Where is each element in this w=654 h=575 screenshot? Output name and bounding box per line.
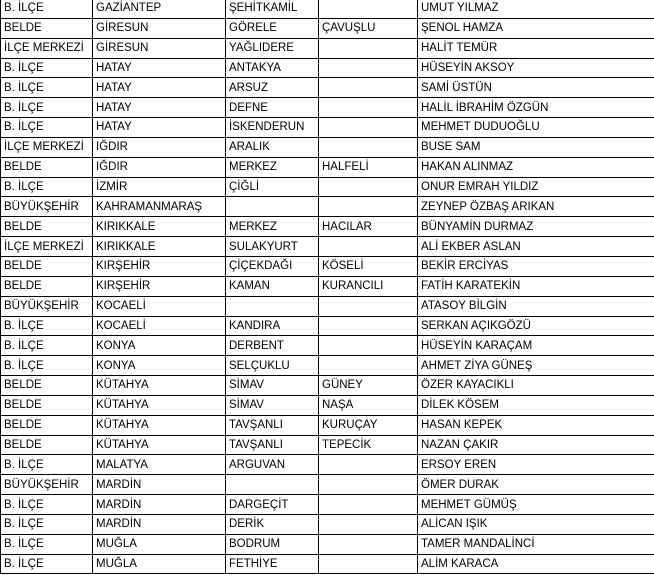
town-cell: HALFELİ xyxy=(319,157,418,177)
province-cell: KIRIKKALE xyxy=(93,237,226,257)
province-cell: KÜTAHYA xyxy=(93,415,226,435)
table-row xyxy=(1,18,654,38)
municipality-type-cell: B. İLÇE xyxy=(1,514,93,534)
table-row xyxy=(1,415,654,435)
town-cell xyxy=(319,455,418,475)
town-cell xyxy=(319,58,418,78)
district-cell: ANTAKYA xyxy=(226,58,319,78)
table-row xyxy=(1,376,654,396)
table-row xyxy=(1,58,654,78)
municipality-type-cell: B. İLÇE xyxy=(1,534,93,554)
municipality-type-cell: BELDE xyxy=(1,217,93,237)
district-cell: SULAKYURT xyxy=(226,237,319,257)
town-cell xyxy=(319,336,418,356)
table-row xyxy=(1,455,654,475)
candidate-name-cell: ÖMER DURAK xyxy=(418,475,654,495)
province-cell: MARDİN xyxy=(93,495,226,515)
province-cell: IĞDIR xyxy=(93,157,226,177)
table-row xyxy=(1,395,654,415)
town-cell xyxy=(319,0,418,18)
candidate-name-cell: FATİH KARATEKİN xyxy=(418,276,654,296)
candidate-name-cell: HÜSEYİN KARAÇAM xyxy=(418,336,654,356)
municipality-type-cell: İLÇE MERKEZİ xyxy=(1,38,93,58)
table-row xyxy=(1,435,654,455)
province-cell: KIRŞEHİR xyxy=(93,276,226,296)
district-cell: SELÇUKLU xyxy=(226,356,319,376)
candidate-name-cell: ÖZER KAYACIKLI xyxy=(418,376,654,396)
municipality-type-cell: B. İLÇE xyxy=(1,0,93,18)
table-row xyxy=(1,276,654,296)
town-cell xyxy=(319,534,418,554)
municipality-type-cell: BELDE xyxy=(1,18,93,38)
district-cell: DERİK xyxy=(226,514,319,534)
town-cell xyxy=(319,98,418,118)
district-cell: ARSUZ xyxy=(226,78,319,98)
table-row xyxy=(1,514,654,534)
town-cell: KÖSELİ xyxy=(319,256,418,276)
province-cell: MARDİN xyxy=(93,475,226,495)
province-cell: KÜTAHYA xyxy=(93,435,226,455)
province-cell: KONYA xyxy=(93,356,226,376)
province-cell: GİRESUN xyxy=(93,38,226,58)
candidate-name-cell: ALİ EKBER ASLAN xyxy=(418,237,654,257)
candidate-name-cell: AHMET ZİYA GÜNEŞ xyxy=(418,356,654,376)
town-cell: TEPECİK xyxy=(319,435,418,455)
town-cell xyxy=(319,296,418,316)
candidate-name-cell: BÜNYAMİN DURMAZ xyxy=(418,217,654,237)
town-cell: ÇAVUŞLU xyxy=(319,18,418,38)
province-cell: KONYA xyxy=(93,336,226,356)
district-cell: YAĞLIDERE xyxy=(226,38,319,58)
province-cell: HATAY xyxy=(93,98,226,118)
table-row xyxy=(1,336,654,356)
town-cell xyxy=(319,38,418,58)
district-cell: ŞEHİTKAMİL xyxy=(226,0,319,18)
municipality-type-cell: BELDE xyxy=(1,157,93,177)
district-cell: DARGEÇİT xyxy=(226,495,319,515)
province-cell: HATAY xyxy=(93,78,226,98)
municipality-type-cell: BELDE xyxy=(1,376,93,396)
province-cell: KOCAELİ xyxy=(93,316,226,336)
candidate-name-cell: ZEYNEP ÖZBAŞ ARIKAN xyxy=(418,197,654,217)
municipality-type-cell: BELDE xyxy=(1,395,93,415)
table-row xyxy=(1,98,654,118)
candidate-name-cell: SERKAN AÇIKGÖZÜ xyxy=(418,316,654,336)
province-cell: MALATYA xyxy=(93,455,226,475)
table-row xyxy=(1,38,654,58)
town-cell: HACILAR xyxy=(319,217,418,237)
candidate-name-cell: SAMİ ÜSTÜN xyxy=(418,78,654,98)
table-row xyxy=(1,256,654,276)
municipality-type-cell: B. İLÇE xyxy=(1,356,93,376)
municipality-type-cell: İLÇE MERKEZİ xyxy=(1,137,93,157)
candidate-name-cell: HASAN KEPEK xyxy=(418,415,654,435)
candidate-name-cell: NAZAN ÇAKIR xyxy=(418,435,654,455)
table-row xyxy=(1,78,654,98)
municipality-type-cell: B. İLÇE xyxy=(1,118,93,138)
candidate-name-cell: ŞENOL HAMZA xyxy=(418,18,654,38)
candidate-name-cell: ERSOY EREN xyxy=(418,455,654,475)
town-cell xyxy=(319,356,418,376)
table-row xyxy=(1,217,654,237)
municipality-type-cell: B. İLÇE xyxy=(1,316,93,336)
town-cell xyxy=(319,177,418,197)
province-cell: KIRŞEHİR xyxy=(93,256,226,276)
candidate-name-cell: DİLEK KÖSEM xyxy=(418,395,654,415)
province-cell: MUĞLA xyxy=(93,554,226,574)
town-cell xyxy=(319,118,418,138)
candidate-name-cell: MEHMET GÜMÜŞ xyxy=(418,495,654,515)
municipality-type-cell: BELDE xyxy=(1,276,93,296)
candidate-name-cell: TAMER MANDALİNCİ xyxy=(418,534,654,554)
municipality-type-cell: BÜYÜKŞEHİR xyxy=(1,197,93,217)
district-cell: ARALIK xyxy=(226,137,319,157)
district-cell xyxy=(226,197,319,217)
candidate-name-cell: BUSE SAM xyxy=(418,137,654,157)
district-cell: GÖRELE xyxy=(226,18,319,38)
table-row xyxy=(1,495,654,515)
town-cell: KURUÇAY xyxy=(319,415,418,435)
municipality-type-cell: BÜYÜKŞEHİR xyxy=(1,475,93,495)
table-body xyxy=(1,0,654,574)
town-cell xyxy=(319,197,418,217)
province-cell: IĞDIR xyxy=(93,137,226,157)
candidate-name-cell: BEKİR ERCİYAS xyxy=(418,256,654,276)
candidate-name-cell: HAKAN ALINMAZ xyxy=(418,157,654,177)
municipality-type-cell: B. İLÇE xyxy=(1,554,93,574)
table-row xyxy=(1,475,654,495)
district-cell: FETHİYE xyxy=(226,554,319,574)
municipality-type-cell: B. İLÇE xyxy=(1,495,93,515)
district-cell: DEFNE xyxy=(226,98,319,118)
table-row xyxy=(1,237,654,257)
town-cell: GÜNEY xyxy=(319,376,418,396)
table-row xyxy=(1,118,654,138)
candidate-name-cell: HALİT TEMÜR xyxy=(418,38,654,58)
municipality-type-cell: B. İLÇE xyxy=(1,78,93,98)
candidate-name-cell: MEHMET DUDUOĞLU xyxy=(418,118,654,138)
municipality-type-cell: B. İLÇE xyxy=(1,455,93,475)
province-cell: İZMİR xyxy=(93,177,226,197)
province-cell: KÜTAHYA xyxy=(93,395,226,415)
town-cell xyxy=(319,316,418,336)
table-row xyxy=(1,177,654,197)
table-row xyxy=(1,0,654,18)
district-cell: SİMAV xyxy=(226,376,319,396)
candidate-name-cell: HÜSEYİN AKSOY xyxy=(418,58,654,78)
province-cell: KOCAELİ xyxy=(93,296,226,316)
province-cell: KIRIKKALE xyxy=(93,217,226,237)
candidate-name-cell: ATASOY BİLGİN xyxy=(418,296,654,316)
district-cell: ÇİÇEKDAĞI xyxy=(226,256,319,276)
district-cell: ÇİĞLİ xyxy=(226,177,319,197)
town-cell xyxy=(319,237,418,257)
province-cell: GAZİANTEP xyxy=(93,0,226,18)
municipality-type-cell: B. İLÇE xyxy=(1,98,93,118)
candidate-name-cell: ALİM KARACA xyxy=(418,554,654,574)
province-cell: HATAY xyxy=(93,58,226,78)
table-row xyxy=(1,534,654,554)
province-cell: KAHRAMANMARAŞ xyxy=(93,197,226,217)
table-row xyxy=(1,554,654,574)
district-cell: BODRUM xyxy=(226,534,319,554)
municipality-type-cell: B. İLÇE xyxy=(1,177,93,197)
town-cell: KURANCILI xyxy=(319,276,418,296)
municipality-type-cell: BÜYÜKŞEHİR xyxy=(1,296,93,316)
candidate-name-cell: HALİL İBRAHİM ÖZGÜN xyxy=(418,98,654,118)
town-cell xyxy=(319,137,418,157)
town-cell xyxy=(319,514,418,534)
table-row xyxy=(1,157,654,177)
district-cell xyxy=(226,475,319,495)
candidate-name-cell: ONUR EMRAH YILDIZ xyxy=(418,177,654,197)
municipality-type-cell: B. İLÇE xyxy=(1,336,93,356)
district-cell: KANDIRA xyxy=(226,316,319,336)
district-cell: KAMAN xyxy=(226,276,319,296)
province-cell: GİRESUN xyxy=(93,18,226,38)
province-cell: KÜTAHYA xyxy=(93,376,226,396)
district-cell: TAVŞANLI xyxy=(226,435,319,455)
table-row xyxy=(1,316,654,336)
town-cell xyxy=(319,78,418,98)
candidate-name-cell: ALİCAN IŞIK xyxy=(418,514,654,534)
municipality-type-cell: İLÇE MERKEZİ xyxy=(1,237,93,257)
town-cell: NAŞA xyxy=(319,395,418,415)
district-cell: MERKEZ xyxy=(226,157,319,177)
district-cell: TAVŞANLI xyxy=(226,415,319,435)
municipality-type-cell: BELDE xyxy=(1,256,93,276)
province-cell: HATAY xyxy=(93,118,226,138)
town-cell xyxy=(319,475,418,495)
province-cell: MARDİN xyxy=(93,514,226,534)
table-row xyxy=(1,356,654,376)
municipality-type-cell: BELDE xyxy=(1,435,93,455)
candidate-name-cell: UMUT YILMAZ xyxy=(418,0,654,18)
province-cell: MUĞLA xyxy=(93,534,226,554)
district-cell: MERKEZ xyxy=(226,217,319,237)
municipality-type-cell: BELDE xyxy=(1,415,93,435)
table-row xyxy=(1,137,654,157)
district-cell: ARGUVAN xyxy=(226,455,319,475)
town-cell xyxy=(319,495,418,515)
district-cell: İSKENDERUN xyxy=(226,118,319,138)
town-cell xyxy=(319,554,418,574)
table-row xyxy=(1,197,654,217)
table-row xyxy=(1,296,654,316)
district-cell xyxy=(226,296,319,316)
district-cell: DERBENT xyxy=(226,336,319,356)
municipality-type-cell: B. İLÇE xyxy=(1,58,93,78)
district-cell: SİMAV xyxy=(226,395,319,415)
